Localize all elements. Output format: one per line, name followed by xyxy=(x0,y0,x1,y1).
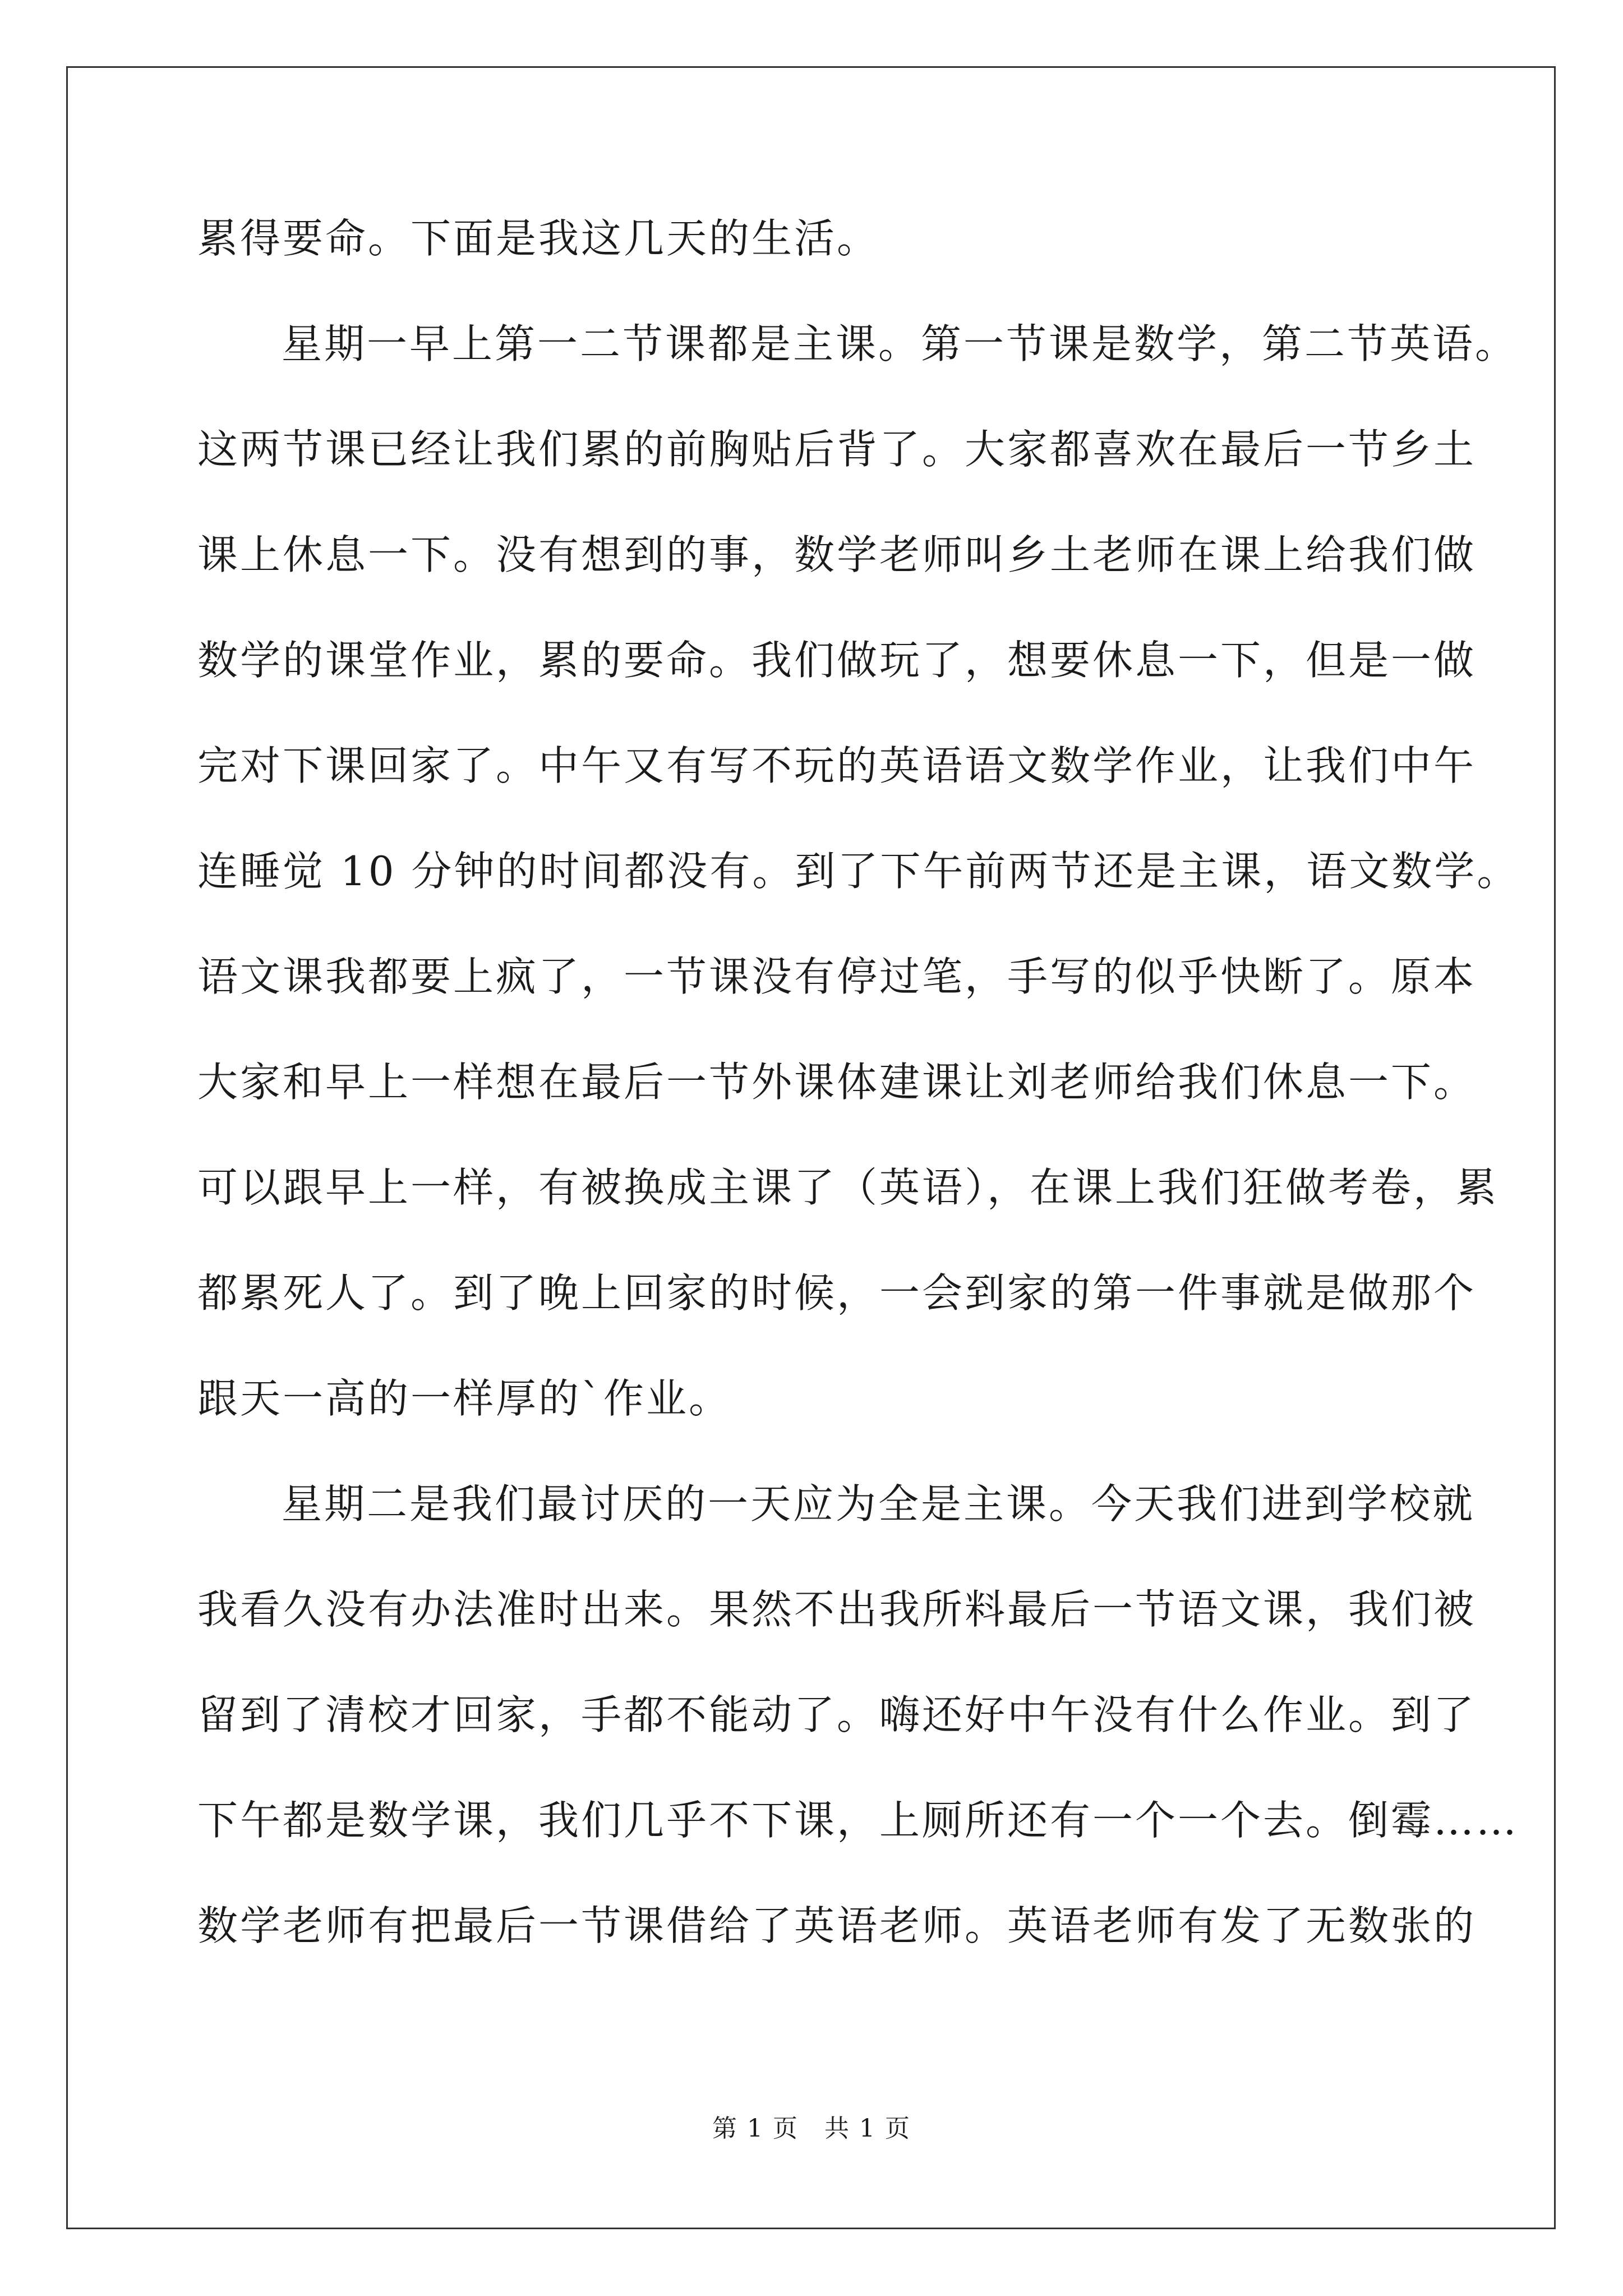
text-line: 我看久没有办法准时出来。果然不出我所料最后一节语文课，我们被 xyxy=(197,1586,1477,1633)
text-line: 语文课我都要上疯了，一节课没有停过笔，手写的似乎快断了。原本 xyxy=(197,953,1477,1000)
text-line: 都累死人了。到了晚上回家的时候，一会到家的第一件事就是做那个 xyxy=(197,1269,1477,1317)
text-line: 连睡觉 10 分钟的时间都没有。到了下午前两节还是主课，语文数学。 xyxy=(197,848,1520,895)
document-body xyxy=(197,208,1520,2000)
text-line: 完对下课回家了。中午又有写不玩的英语语文数学作业，让我们中午 xyxy=(197,742,1477,789)
page-footer: 第 1 页 共 1 页 xyxy=(712,2114,911,2143)
text-line: 可以跟早上一样，有被换成主课了（英语），在课上我们狂做考卷，累 xyxy=(197,1164,1499,1211)
text-line: 大家和早上一样想在最后一节外课体建课让刘老师给我们休息一下。 xyxy=(197,1059,1477,1106)
text-line: 跟天一高的一样厚的`作业。 xyxy=(197,1375,732,1422)
text-line: 下午都是数学课，我们几乎不下课，上厕所还有一个一个去。倒霉…… xyxy=(197,1797,1519,1844)
text-line: 星期一早上第一二节课都是主课。第一节课是数学，第二节英语。 xyxy=(282,320,1518,367)
text-line: 累得要命。下面是我这几天的生活。 xyxy=(197,215,880,262)
text-line: 这两节课已经让我们累的前胸贴后背了。大家都喜欢在最后一节乡土 xyxy=(197,426,1477,473)
text-line: 课上休息一下。没有想到的事，数学老师叫乡土老师在课上给我们做 xyxy=(197,531,1477,578)
text-line: 留到了清校才回家，手都不能动了。嗨还好中午没有什么作业。到了 xyxy=(197,1691,1477,1738)
text-line: 数学的课堂作业，累的要命。我们做玩了，想要休息一下，但是一做 xyxy=(197,637,1477,684)
text-line: 星期二是我们最讨厌的一天应为全是主课。今天我们进到学校就 xyxy=(282,1480,1476,1527)
text-line: 数学老师有把最后一节课借给了英语老师。英语老师有发了无数张的 xyxy=(197,1902,1477,1949)
